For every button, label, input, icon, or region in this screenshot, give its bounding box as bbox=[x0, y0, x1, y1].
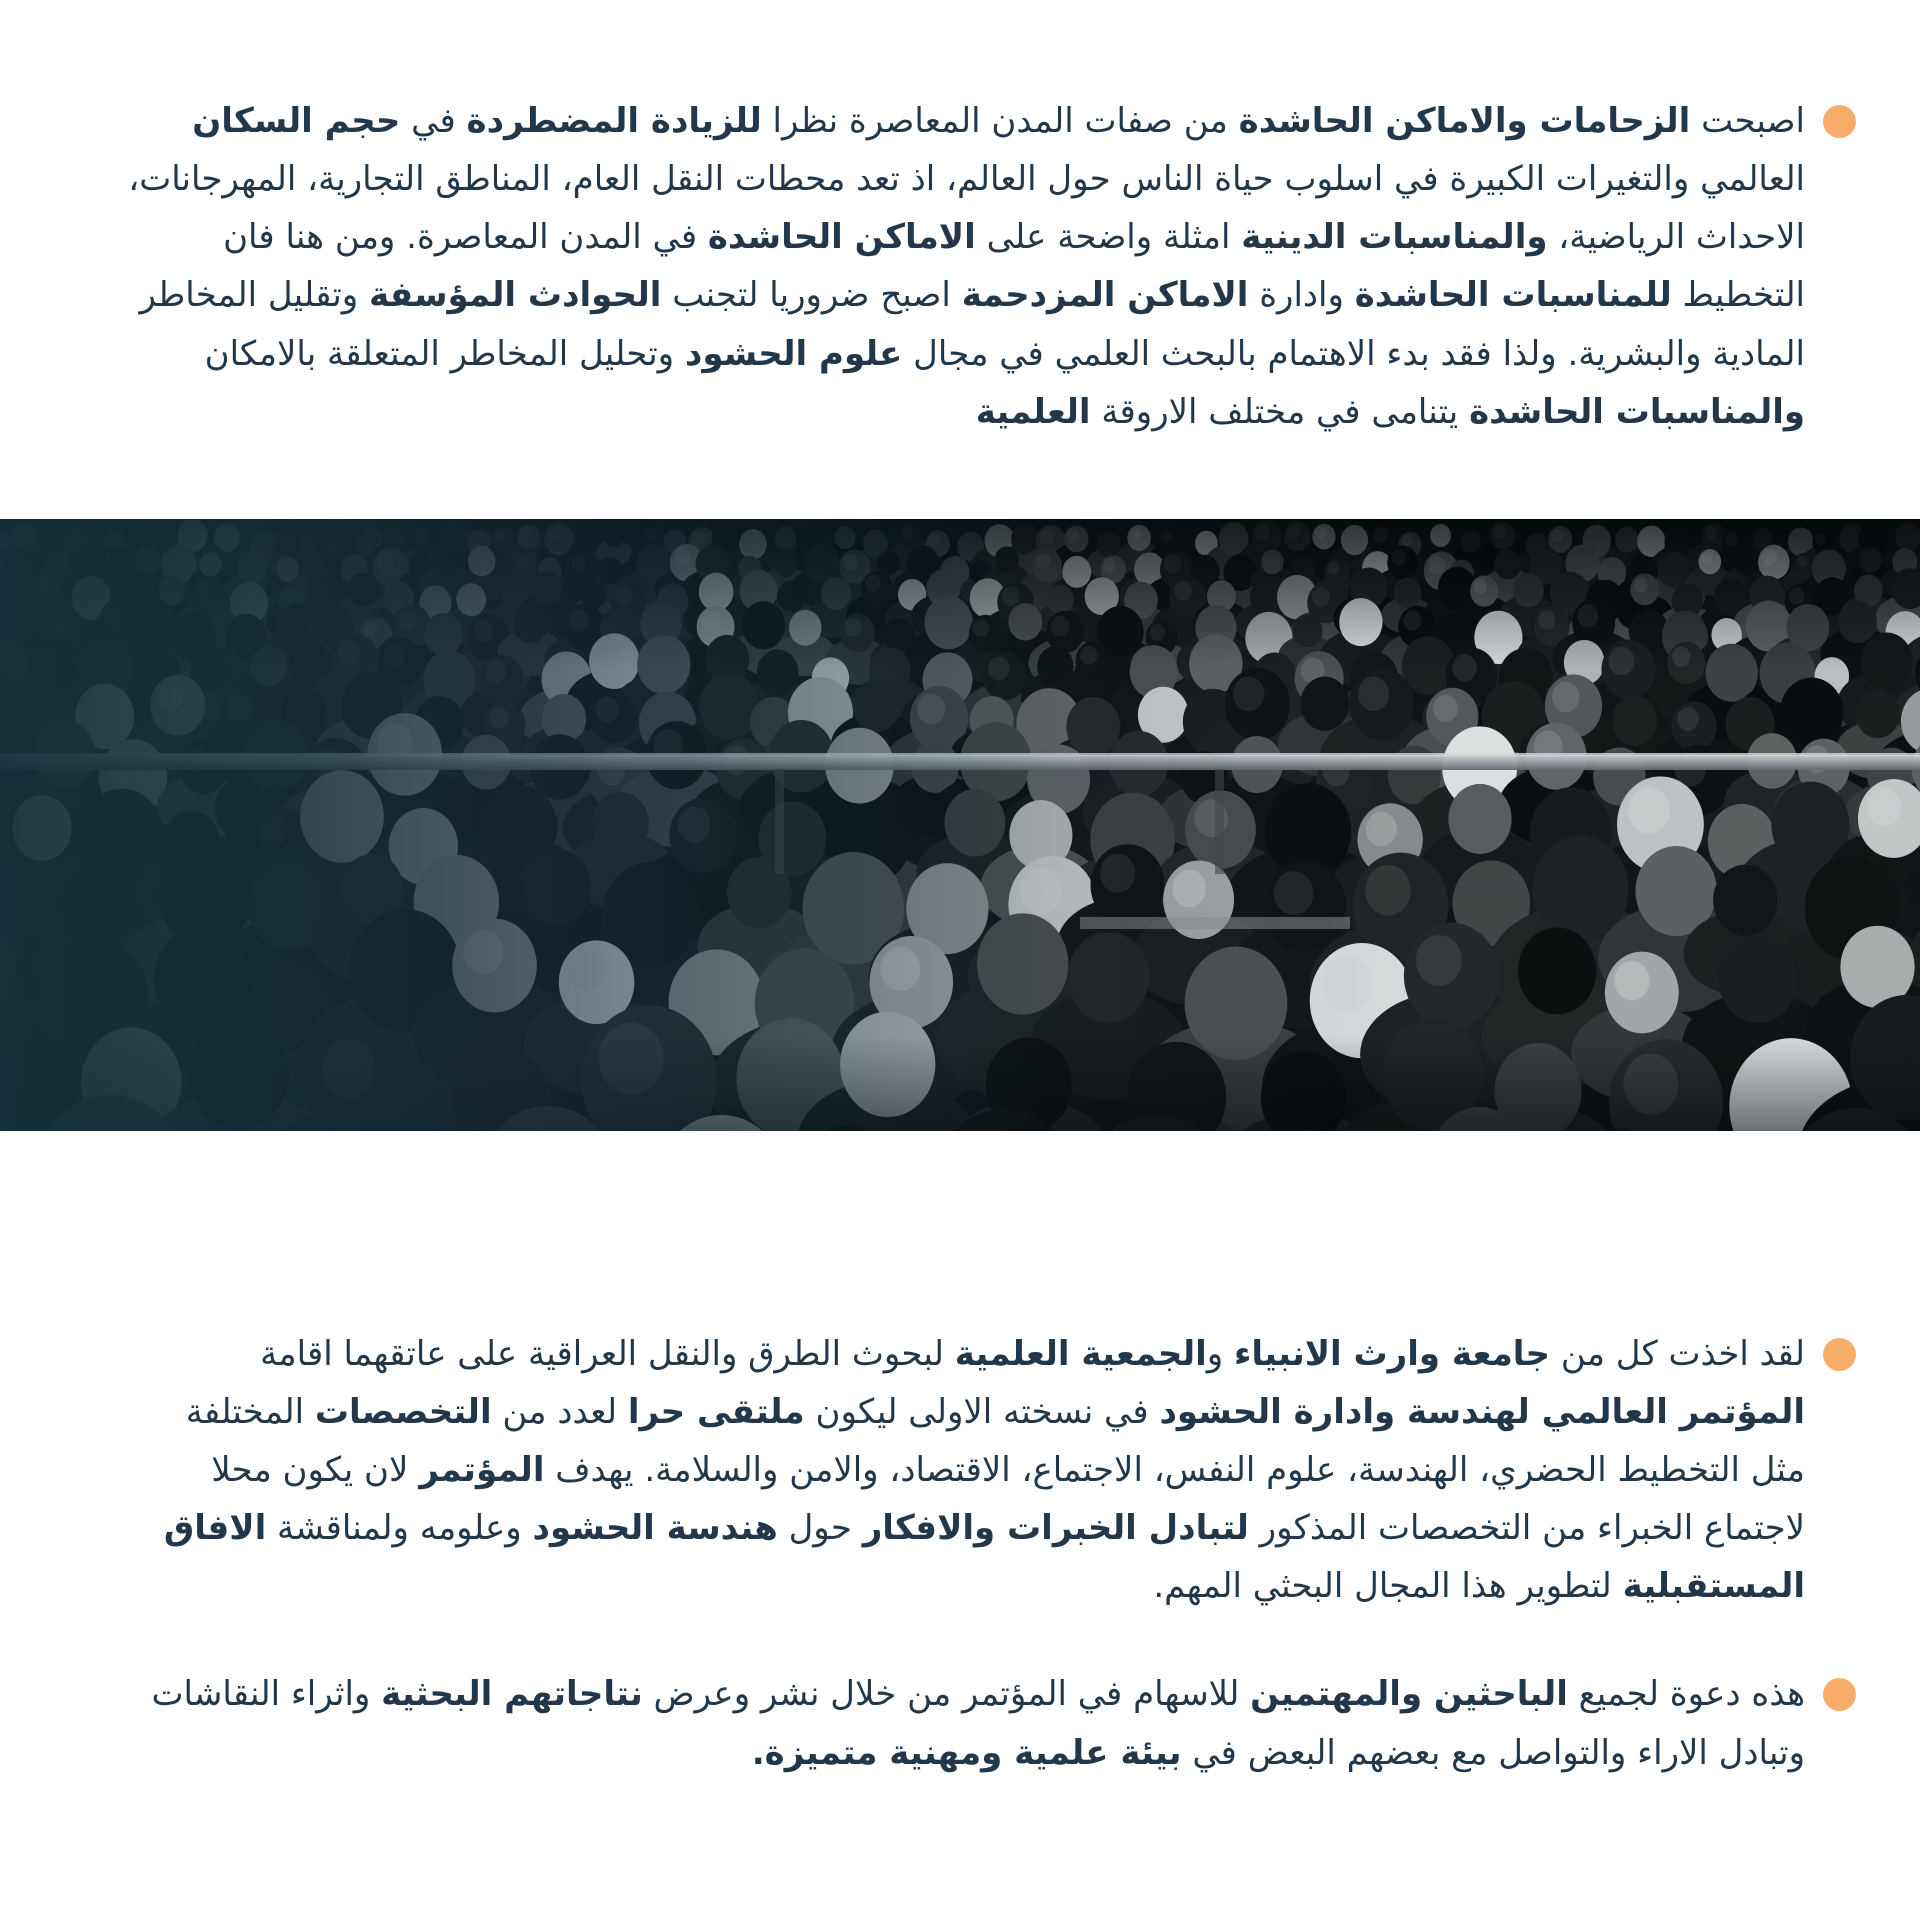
invitation-paragraph: هذه دعوة لجميع الباحثين والمهتمين للاسهام في المؤتمر من خلال نشر وعرض نتاجاتهم البحثية واثراء النقاشات وتبادل الاراء والتواصل مع بعضهم البعض في بيئة علمية ومهنية متميزة. bbox=[151, 1674, 1805, 1773]
spacer bbox=[0, 1131, 1920, 1229]
intro-paragraph-block bbox=[128, 0, 1856, 441]
bullet-icon bbox=[1823, 1678, 1856, 1711]
crowd-photo bbox=[0, 519, 1920, 1131]
invitation-paragraph-block bbox=[128, 1665, 1856, 1781]
bullet-icon bbox=[1823, 105, 1856, 138]
crowd-illustration bbox=[0, 519, 1920, 1131]
conference-paragraph-block bbox=[128, 1325, 1856, 1616]
conference-paragraph: لقد اخذت كل من جامعة وارث الانبياء والجمعية العلمية لبحوث الطرق والنقل العراقية على عاتقهما اقامة المؤتمر العالمي لهندسة وادارة الحشود في نسخته الاولى ليكون ملتقى حرا لعدد من التخصصات المختلفة مثل التخطيط الحضري، الهندسة، علوم النفس، الاجتماع، الاقتصاد، والامن والسلامة. يهدف المؤتمر لان يكون محلا لاجتماع الخبراء من التخصصات المذكور لتبادل الخبرات والافكار حول هندسة الحشود وعلومه ولمناقشة الافاق المستقبلية لتطوير هذا المجال البحثي المهم. bbox=[163, 1333, 1805, 1607]
intro-paragraph: اصبحت الزحامات والاماكن الحاشدة من صفات المدن المعاصرة نظرا للزيادة المضطردة في حجم السكان العالمي والتغيرات الكبيرة في اسلوب حياة الناس حول العالم، اذ تعد محطات النقل العام، المناطق التجارية، المهرجانات، الاحداث الرياضية، والمناسبات الدينية امثلة واضحة على الاماكن الحاشدة في المدن المعاصرة. ومن هنا فان التخطيط للمناسبات الحاشدة وادارة الاماكن المزدحمة اصبح ضروريا لتجنب الحوادث المؤسفة وتقليل المخاطر المادية والبشرية. ولذا فقد بدء الاهتمام بالبحث العلمي في مجال علوم الحشود وتحليل المخاطر المتعلقة بالامكان والمناسبات الحاشدة يتنامى في مختلف الاروقة العلمية bbox=[128, 101, 1805, 432]
bullet-icon bbox=[1823, 1338, 1856, 1371]
